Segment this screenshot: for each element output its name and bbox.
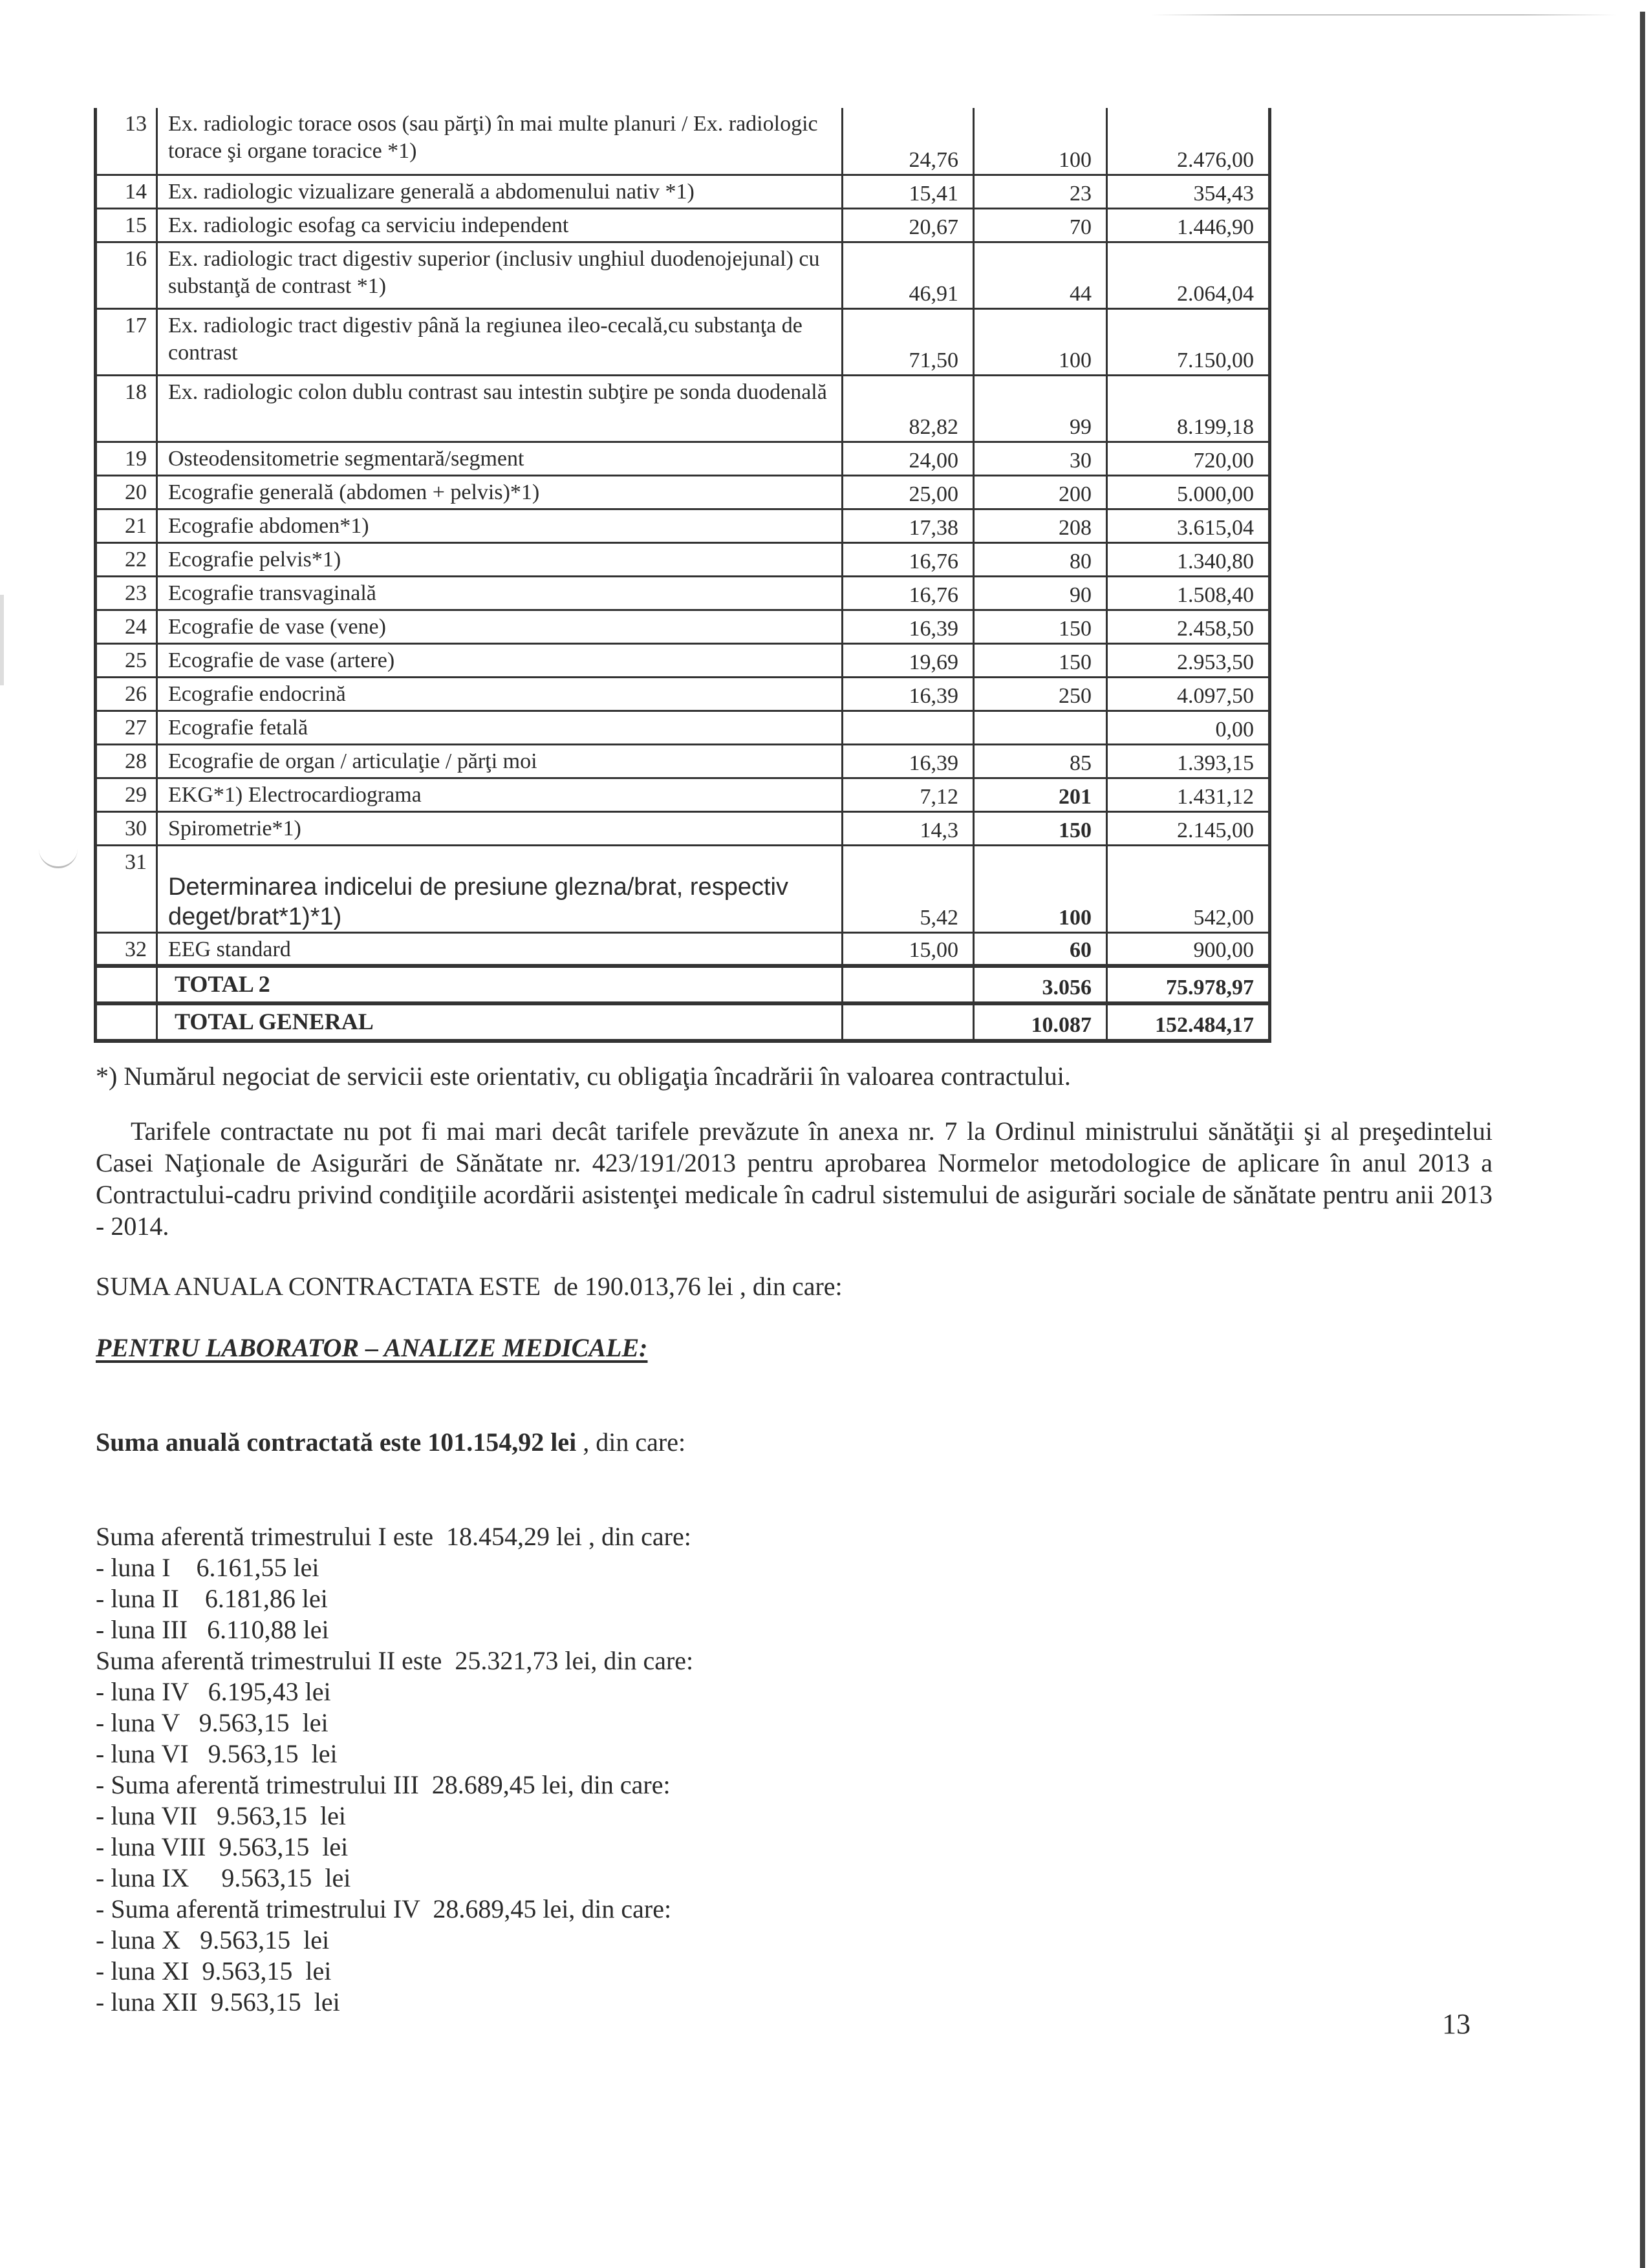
- laboratory-lines: [96, 1521, 693, 2017]
- laboratory-annual-sum: [96, 1426, 693, 1457]
- service-description: Ecografie pelvis*1): [157, 542, 843, 576]
- row-number: [96, 1003, 157, 1041]
- row-number: 31: [96, 845, 157, 932]
- service-count: 80: [974, 542, 1107, 576]
- row-number: 22: [96, 542, 157, 576]
- unit-tariff: 17,38: [843, 509, 974, 542]
- service-description: Ex. radiologic tract digestiv până la regiunea ileo-cecală,cu substanţa de contrast: [157, 308, 843, 375]
- laboratory-line: - luna II 6.181,86 lei: [96, 1584, 328, 1613]
- row-number: [96, 966, 157, 1003]
- table-row: [96, 442, 1270, 475]
- unit-tariff: 16,39: [843, 610, 974, 643]
- table-row: [96, 778, 1270, 811]
- total-label: TOTAL 2: [157, 966, 843, 1003]
- total-service-count: 3.056: [974, 966, 1107, 1003]
- total-value: 2.476,00: [1107, 108, 1270, 175]
- service-description: Ecografie fetală: [157, 711, 843, 744]
- service-count: 150: [974, 811, 1107, 845]
- table-row: [96, 811, 1270, 845]
- laboratory-heading: PENTRU LABORATOR – ANALIZE MEDICALE:: [96, 1333, 648, 1362]
- unit-tariff: 7,12: [843, 778, 974, 811]
- row-number: 30: [96, 811, 157, 845]
- unit-tariff: [843, 1003, 974, 1041]
- table-row: [96, 643, 1270, 677]
- unit-tariff: 5,42: [843, 845, 974, 932]
- service-count: 100: [974, 108, 1107, 175]
- scan-artifact-curl: [39, 847, 78, 868]
- unit-tariff: 19,69: [843, 643, 974, 677]
- laboratory-line: - luna IV 6.195,43 lei: [96, 1677, 331, 1706]
- row-number: 19: [96, 442, 157, 475]
- services-table-body: [96, 108, 1270, 1041]
- laboratory-line: - luna III 6.110,88 lei: [96, 1615, 329, 1644]
- scan-artifact-line: [1151, 14, 1617, 16]
- laboratory-line: - Suma aferentă trimestrului III 28.689,45 lei, din care:: [96, 1770, 671, 1799]
- table-row: [96, 542, 1270, 576]
- table-row: [96, 677, 1270, 711]
- row-number: 27: [96, 711, 157, 744]
- laboratory-annual-sum-rest: , din care:: [576, 1428, 686, 1457]
- laboratory-line: Suma aferentă trimestrului II este 25.321,73 lei, din care:: [96, 1646, 694, 1675]
- service-count: 250: [974, 677, 1107, 711]
- total-value: 354,43: [1107, 175, 1270, 208]
- row-number: 29: [96, 778, 157, 811]
- laboratory-line: - luna V 9.563,15 lei: [96, 1708, 329, 1737]
- tariff-paragraph: Tarifele contractate nu pot fi mai mari decât tarifele prevăzute în anexa nr. 7 la Ordinul ministrului sănătăţii şi al preşedintelui Casei Naţionale de Asigurări de Sănătate nr. 423/191/2013 pentru aprobarea Normelor metodologice de aplicare în anul 2013 a Contractului-cadru privind condiţiile acordării asistenţei medicale în cadrul sistemului de asigurări sociale de sănătate pentru anii 2013 - 2014.: [96, 1117, 1493, 1241]
- laboratory-line: Suma aferentă trimestrului I este 18.454,29 lei , din care:: [96, 1522, 691, 1551]
- service-description: Ex. radiologic vizualizare generală a abdomenului nativ *1): [157, 175, 843, 208]
- service-description: Ecografie endocrină: [157, 677, 843, 711]
- row-number: 14: [96, 175, 157, 208]
- laboratory-line: - luna XII 9.563,15 lei: [96, 1987, 340, 2017]
- laboratory-line: - Suma aferentă trimestrului IV 28.689,45 lei, din care:: [96, 1894, 672, 1923]
- service-description: Ecografie abdomen*1): [157, 509, 843, 542]
- service-description: EKG*1) Electrocardiograma: [157, 778, 843, 811]
- row-number: 15: [96, 208, 157, 242]
- laboratory-line: - luna VIII 9.563,15 lei: [96, 1832, 349, 1861]
- total-label: TOTAL GENERAL: [157, 1003, 843, 1041]
- table-row: [96, 711, 1270, 744]
- laboratory-line: - luna I 6.161,55 lei: [96, 1553, 319, 1582]
- table-row: [96, 242, 1270, 308]
- footnote: *) Numărul negociat de servicii este orientativ, cu obligaţia încadrării în valoarea contractului.: [96, 1062, 1071, 1091]
- service-count: 208: [974, 509, 1107, 542]
- scan-artifact-mark: [0, 595, 4, 685]
- laboratory-line: - luna XI 9.563,15 lei: [96, 1956, 332, 1985]
- row-number: 21: [96, 509, 157, 542]
- row-number: 20: [96, 475, 157, 509]
- service-count: 100: [974, 845, 1107, 932]
- table-row: [96, 175, 1270, 208]
- services-table: [94, 108, 1271, 1043]
- total-value: 152.484,17: [1107, 1003, 1270, 1041]
- laboratory-line: - luna VII 9.563,15 lei: [96, 1801, 346, 1830]
- total-value: 8.199,18: [1107, 375, 1270, 442]
- laboratory-line: - luna IX 9.563,15 lei: [96, 1863, 351, 1892]
- service-description: Ecografie transvaginală: [157, 576, 843, 610]
- total-value: 1.446,90: [1107, 208, 1270, 242]
- service-count: 70: [974, 208, 1107, 242]
- total-value: 720,00: [1107, 442, 1270, 475]
- service-count: 150: [974, 610, 1107, 643]
- unit-tariff: 20,67: [843, 208, 974, 242]
- laboratory-line: - luna X 9.563,15 lei: [96, 1925, 330, 1954]
- total-value: 0,00: [1107, 711, 1270, 744]
- total-value: 542,00: [1107, 845, 1270, 932]
- table-row: [96, 610, 1270, 643]
- service-count: 99: [974, 375, 1107, 442]
- service-description: Osteodensitometrie segmentară/segment: [157, 442, 843, 475]
- laboratory-breakdown: [96, 1363, 693, 2049]
- laboratory-annual-sum-bold: Suma anuală contractată este 101.154,92 lei: [96, 1428, 577, 1457]
- total-value: 2.458,50: [1107, 610, 1270, 643]
- total-service-count: 10.087: [974, 1003, 1107, 1041]
- service-count: 85: [974, 744, 1107, 778]
- total-general-row: [96, 1003, 1270, 1041]
- unit-tariff: 16,39: [843, 677, 974, 711]
- total-value: 7.150,00: [1107, 308, 1270, 375]
- unit-tariff: 25,00: [843, 475, 974, 509]
- row-number: 23: [96, 576, 157, 610]
- service-description: Ex. radiologic torace osos (sau părţi) în mai multe planuri / Ex. radiologic torace şi organe toracice *1): [157, 108, 843, 175]
- total-value: 1.340,80: [1107, 542, 1270, 576]
- table-row: [96, 308, 1270, 375]
- total-value: 2.953,50: [1107, 643, 1270, 677]
- row-number: 16: [96, 242, 157, 308]
- service-description: Ex. radiologic tract digestiv superior (inclusiv unghiul duodenojejunal) cu substanţă de contrast *1): [157, 242, 843, 308]
- service-description: EEG standard: [157, 932, 843, 966]
- service-description: Ecografie generală (abdomen + pelvis)*1): [157, 475, 843, 509]
- service-count: 60: [974, 932, 1107, 966]
- unit-tariff: 71,50: [843, 308, 974, 375]
- unit-tariff: 15,41: [843, 175, 974, 208]
- table-row: [96, 475, 1270, 509]
- table-row: [96, 208, 1270, 242]
- unit-tariff: 24,00: [843, 442, 974, 475]
- unit-tariff: [843, 711, 974, 744]
- unit-tariff: 82,82: [843, 375, 974, 442]
- service-count: 201: [974, 778, 1107, 811]
- service-count: [974, 711, 1107, 744]
- table-row: [96, 932, 1270, 966]
- row-number: 18: [96, 375, 157, 442]
- total-value: 1.431,12: [1107, 778, 1270, 811]
- service-description: Ex. radiologic esofag ca serviciu independent: [157, 208, 843, 242]
- table-row: [96, 845, 1270, 932]
- row-number: 24: [96, 610, 157, 643]
- total-value: 2.145,00: [1107, 811, 1270, 845]
- row-number: 13: [96, 108, 157, 175]
- unit-tariff: 16,76: [843, 576, 974, 610]
- unit-tariff: 46,91: [843, 242, 974, 308]
- total-value: 3.615,04: [1107, 509, 1270, 542]
- row-number: 17: [96, 308, 157, 375]
- total-value: 1.508,40: [1107, 576, 1270, 610]
- annual-total-sum: SUMA ANUALA CONTRACTATA ESTE de 190.013,76 lei , din care:: [96, 1272, 843, 1301]
- unit-tariff: 15,00: [843, 932, 974, 966]
- table-row: [96, 108, 1270, 175]
- table-row: [96, 375, 1270, 442]
- service-count: 30: [974, 442, 1107, 475]
- service-description: Ex. radiologic colon dublu contrast sau intestin subţire pe sonda duodenală: [157, 375, 843, 442]
- row-number: 25: [96, 643, 157, 677]
- unit-tariff: [843, 966, 974, 1003]
- service-description: Ecografie de vase (artere): [157, 643, 843, 677]
- service-count: 23: [974, 175, 1107, 208]
- unit-tariff: 16,76: [843, 542, 974, 576]
- table-row: [96, 576, 1270, 610]
- laboratory-line: - luna VI 9.563,15 lei: [96, 1739, 338, 1768]
- table-row: [96, 744, 1270, 778]
- service-description: Determinarea indicelui de presiune glezna/brat, respectiv deget/brat*1)*1): [157, 845, 843, 932]
- service-count: 150: [974, 643, 1107, 677]
- total-value: 1.393,15: [1107, 744, 1270, 778]
- unit-tariff: 14,3: [843, 811, 974, 845]
- service-count: 90: [974, 576, 1107, 610]
- service-description: Spirometrie*1): [157, 811, 843, 845]
- row-number: 26: [96, 677, 157, 711]
- service-count: 44: [974, 242, 1107, 308]
- service-description: Ecografie de vase (vene): [157, 610, 843, 643]
- table-row: [96, 509, 1270, 542]
- total-value: 4.097,50: [1107, 677, 1270, 711]
- total-value: 2.064,04: [1107, 242, 1270, 308]
- row-number: 32: [96, 932, 157, 966]
- service-count: 100: [974, 308, 1107, 375]
- service-count: 200: [974, 475, 1107, 509]
- page-number: 13: [1442, 2008, 1471, 2040]
- total-value: 900,00: [1107, 932, 1270, 966]
- total-value: 75.978,97: [1107, 966, 1270, 1003]
- unit-tariff: 16,39: [843, 744, 974, 778]
- scan-page-edge: [1640, 12, 1645, 2268]
- total-value: 5.000,00: [1107, 475, 1270, 509]
- unit-tariff: 24,76: [843, 108, 974, 175]
- row-number: 28: [96, 744, 157, 778]
- service-description: Ecografie de organ / articulaţie / părţi moi: [157, 744, 843, 778]
- total-2-row: [96, 966, 1270, 1003]
